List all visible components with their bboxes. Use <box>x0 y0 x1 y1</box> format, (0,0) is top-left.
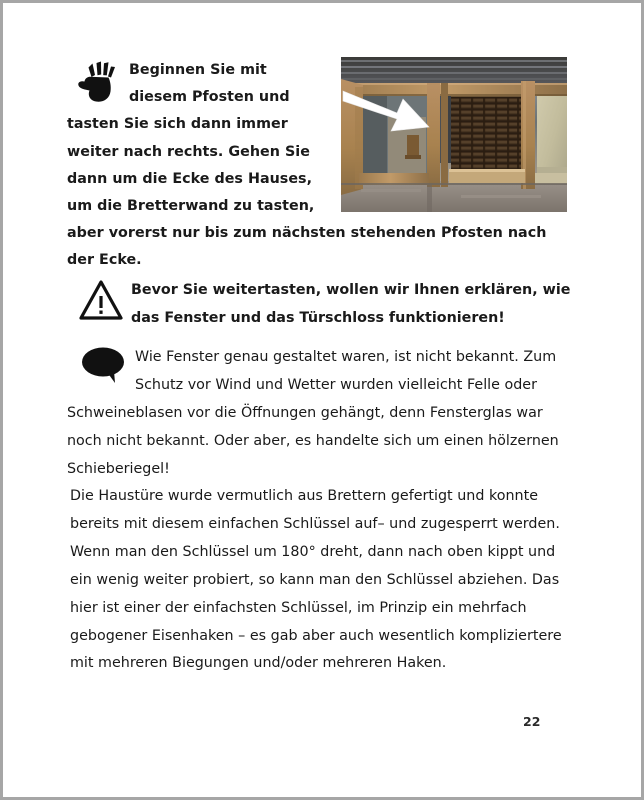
hand-icon-glyph <box>75 59 121 103</box>
timber-frame-wattle-wall-photo <box>341 57 567 212</box>
photo-illustration <box>341 57 567 212</box>
warning-triangle-icon <box>79 279 123 321</box>
speech-paragraph: Wie Fenster genau gestaltet waren, ist nicht bekannt. Zum Schutz vor Wind und Wetter wurden vielleicht Felle oder Schweineblasen vor die Öffnungen gehängt, denn Fensterglas war noch nicht bekannt. Oder aber, es handelte sich um einen hölzernen Schieberiegel! <box>67 349 559 477</box>
page-content-area <box>3 3 641 797</box>
warning-paragraph: Bevor Sie weitertasten, wollen wir Ihnen erklären, wie das Fenster und das Türschloss funktionieren! <box>131 282 571 326</box>
intro-paragraph: Beginnen Sie mit diesem Pfosten und tasten Sie sich dann immer weiter nach rechts. Gehen Sie dann um die Ecke des Hauses, um die Bretterwand zu tasten, aber vorerst nur bis zum nächsten stehenden Pfosten nach der Ecke. <box>67 62 547 269</box>
warning-text-block <box>67 277 577 332</box>
page-number: 22 <box>523 714 541 729</box>
body-paragraph: Die Haustüre wurde vermutlich aus Brettern gefertigt und konnte bereits mit diesem einfachen Schlüssel auf– und zugesperrt werden. Wenn man den Schlüssel um 180° dreht, dann nach oben kippt und ein wenig weiter probiert, so kann man den Schlüssel abziehen. Das hier ist einer der einfachsten Schlüssel, im Prinzip ein mehrfach gebogener Eisenhaken – es gab aber auch wesentlich kompliziertere mit mehreren Biegungen und/oder mehreren Haken. <box>70 488 562 672</box>
speech-bubble-glyph <box>81 346 127 384</box>
speech-text-block <box>67 343 579 483</box>
speech-bubble-icon <box>81 346 127 384</box>
warning-triangle-glyph <box>79 279 123 321</box>
hand-icon <box>75 59 121 103</box>
intro-text-block <box>67 57 567 275</box>
body-text-block <box>70 483 570 678</box>
